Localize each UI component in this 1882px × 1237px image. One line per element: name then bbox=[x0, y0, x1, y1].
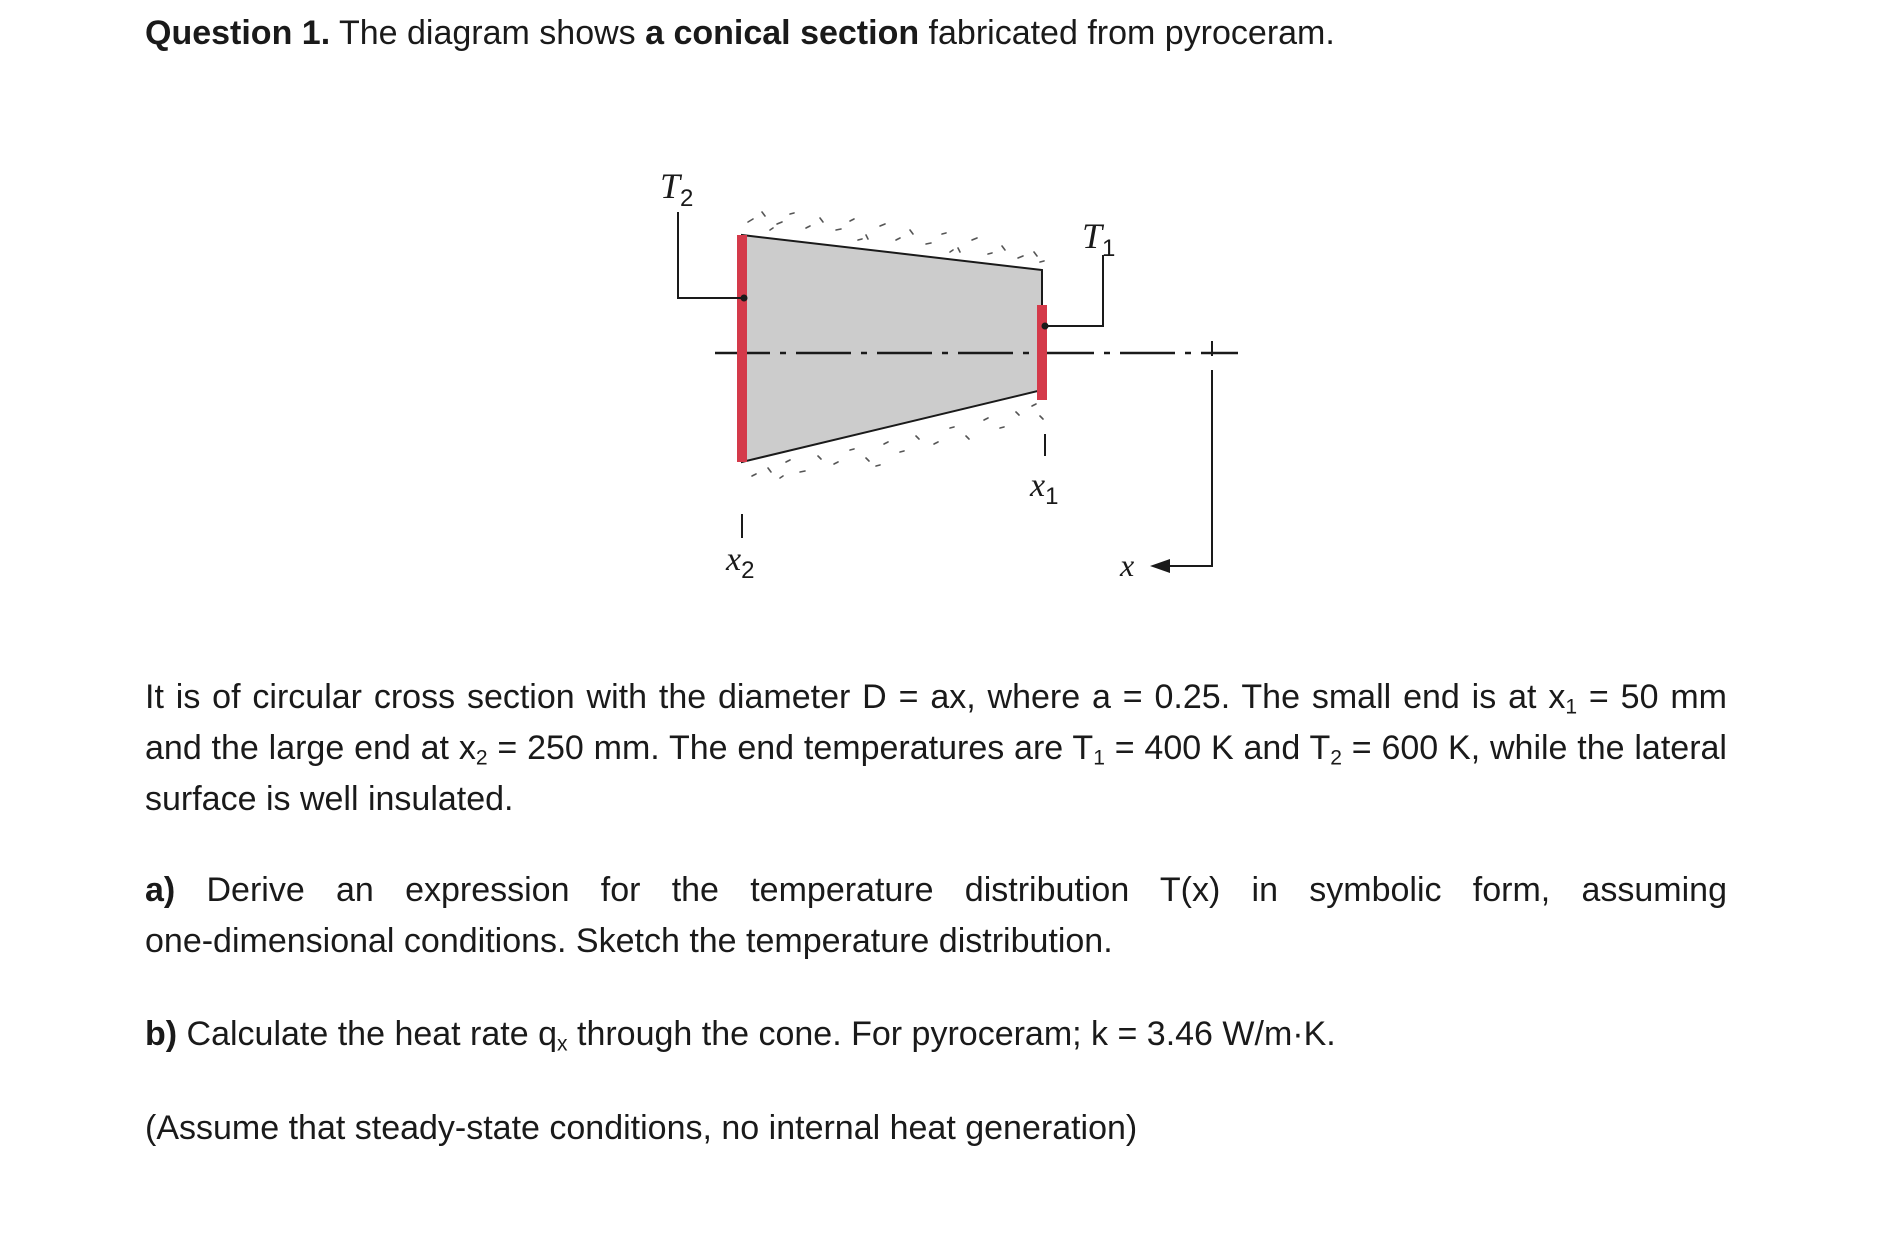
part-a-line-1 bbox=[145, 865, 1727, 916]
part-a-line-2: one-dimensional conditions. Sketch the temperature distribution. bbox=[145, 922, 1113, 960]
part-b-label: b) bbox=[145, 1015, 178, 1053]
part-b-text-pre: Calculate the heat rate q bbox=[177, 1015, 558, 1053]
question-label: Question 1. bbox=[145, 14, 331, 52]
t1-leader bbox=[1045, 255, 1103, 326]
question-intro-bold: a conical section bbox=[645, 14, 920, 52]
t2-label: $T_2$ bbox=[660, 166, 694, 212]
assumption-note: (Assume that steady-state conditions, no internal heat generation) bbox=[145, 1109, 1138, 1147]
desc-line-2-pre: and the large end at x bbox=[145, 729, 476, 767]
part-a bbox=[145, 865, 1727, 967]
problem-description bbox=[145, 672, 1727, 825]
x-axis-label: x bbox=[1120, 547, 1135, 583]
desc-line-2-sub: 2 bbox=[475, 746, 488, 770]
t1-label: $T_1$ bbox=[1082, 216, 1116, 262]
part-a-label: a) bbox=[145, 871, 176, 909]
cone-body bbox=[742, 235, 1042, 462]
part-b-text-post: through the cone. For pyroceram; k = 3.46 W/m·K. bbox=[567, 1015, 1336, 1053]
desc-line-2-mid1: = 250 mm. The end temperatures are T bbox=[487, 729, 1094, 767]
x2-label: $x_2$ bbox=[726, 541, 755, 584]
large-end-face bbox=[737, 235, 747, 462]
desc-line-3: surface is well insulated. bbox=[145, 780, 514, 818]
desc-line-2-post: = 600 K, while the lateral bbox=[1341, 729, 1727, 767]
t1-point bbox=[1042, 323, 1049, 330]
x1-label: $x_1$ bbox=[1030, 467, 1059, 510]
part-a-text-1: Derive an expression for the temperature distribution T(x) in symbolic form, assuming bbox=[175, 871, 1727, 909]
part-b bbox=[145, 1009, 1727, 1060]
t2-point bbox=[741, 295, 748, 302]
desc-line-2-mid2: = 400 K and T bbox=[1104, 729, 1331, 767]
desc-line-1-sub: 1 bbox=[1565, 695, 1578, 719]
desc-line-1-pre: It is of circular cross section with the diameter D = ax, where a = 0.25. The small end is at x bbox=[145, 678, 1566, 716]
question-intro-1: The diagram shows bbox=[330, 14, 646, 52]
desc-line-1-post: = 50 mm bbox=[1577, 678, 1727, 716]
t2-leader bbox=[678, 212, 742, 298]
desc-line-2-sub2: 1 bbox=[1093, 746, 1105, 770]
desc-line-2-sub3: 2 bbox=[1330, 746, 1342, 770]
question-intro-2: fabricated from pyroceram. bbox=[919, 14, 1335, 52]
x-axis-line bbox=[1168, 370, 1212, 566]
small-end-face bbox=[1037, 305, 1047, 400]
x-axis-arrowhead bbox=[1150, 559, 1170, 573]
part-b-text-sub: x bbox=[557, 1032, 568, 1056]
